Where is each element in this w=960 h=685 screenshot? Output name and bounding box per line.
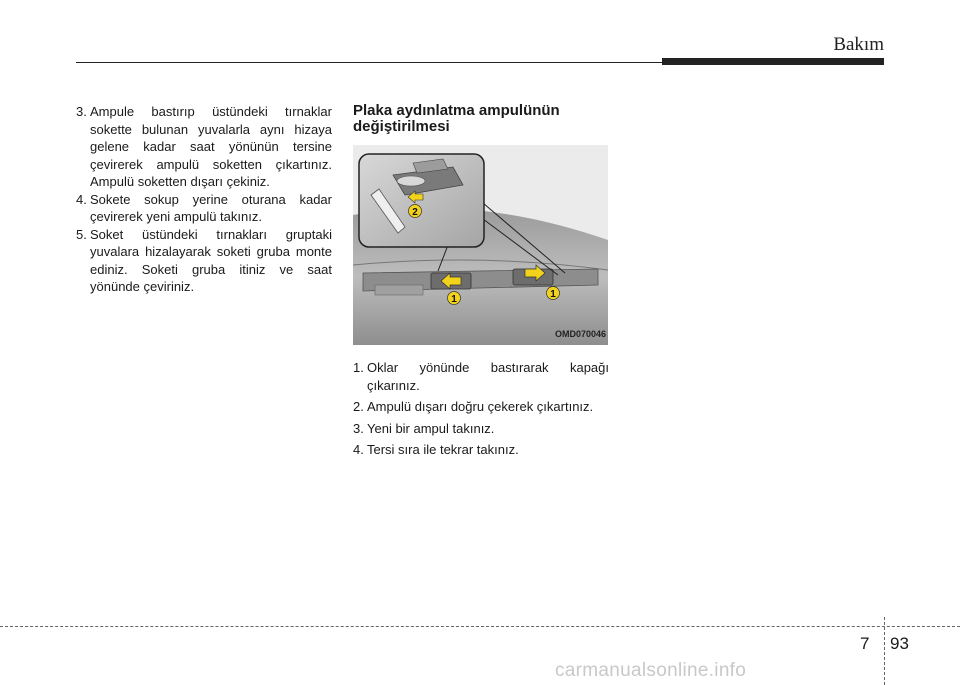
step-number: 3. xyxy=(353,420,364,436)
license-lamp-illustration xyxy=(353,145,608,345)
callout-2: 2 xyxy=(412,207,418,218)
step-text: Tersi sıra ile tekrar takınız. xyxy=(367,442,519,457)
footer-divider xyxy=(0,626,960,627)
step-text: Sokete sokup yerine oturana kadar çevirerek yeni ampulü takınız. xyxy=(90,191,332,224)
page-number: 93 xyxy=(890,634,909,653)
step-number: 4. xyxy=(353,442,364,457)
watermark: carmanualsonline.info xyxy=(555,660,747,681)
license-lamp-figure xyxy=(353,145,608,345)
step-text: Oklar yönünde bastırarak kapağı çıkarınız. xyxy=(367,360,609,393)
instruction-list xyxy=(76,103,332,296)
replacement-steps xyxy=(353,359,609,459)
left-column xyxy=(76,103,332,296)
right-column xyxy=(353,103,609,463)
step-number: 4. xyxy=(76,191,87,207)
list-item xyxy=(353,398,609,416)
step-text: Yeni bir ampul takınız. xyxy=(367,420,495,436)
list-item xyxy=(76,103,332,191)
step-text: Ampule bastırıp üstündeki tırnaklar sokette bulunan yuvalarla aynı hizaya gelene kadar saat yönünün tersine çevirerek ampulü soketten çıkartınız. Ampulü soketten dışarı çekiniz. xyxy=(90,104,332,189)
list-item xyxy=(353,359,609,394)
step-number: 1. xyxy=(353,360,364,375)
step-number: 5. xyxy=(76,226,87,242)
footer-page-divider xyxy=(884,617,885,685)
step-text: Soket üstündeki tırnakları gruptaki yuvalara hizalayarak soketi gruba monte ediniz. Soketi gruba itiniz ve saat yönünde çeviriniz. xyxy=(90,226,332,294)
callout-1: 1 xyxy=(451,294,457,305)
callout-1: 1 xyxy=(550,289,556,300)
list-item xyxy=(76,226,332,296)
header-rule xyxy=(76,62,666,63)
figure-code: OMD070046 xyxy=(554,328,606,339)
step-number: 3. xyxy=(76,104,87,119)
list-item xyxy=(353,420,609,438)
list-item xyxy=(76,191,332,226)
section-title: Bakım xyxy=(833,34,884,55)
section-heading: Plaka aydınlatma ampulünün değiştirilmesi xyxy=(353,102,560,135)
step-number: 2. xyxy=(353,399,364,414)
step-text: Ampulü dışarı doğru çekerek çıkartınız. xyxy=(367,399,594,414)
header-rule-accent xyxy=(662,58,884,65)
list-item xyxy=(353,441,609,459)
chapter-number: 7 xyxy=(860,634,870,653)
